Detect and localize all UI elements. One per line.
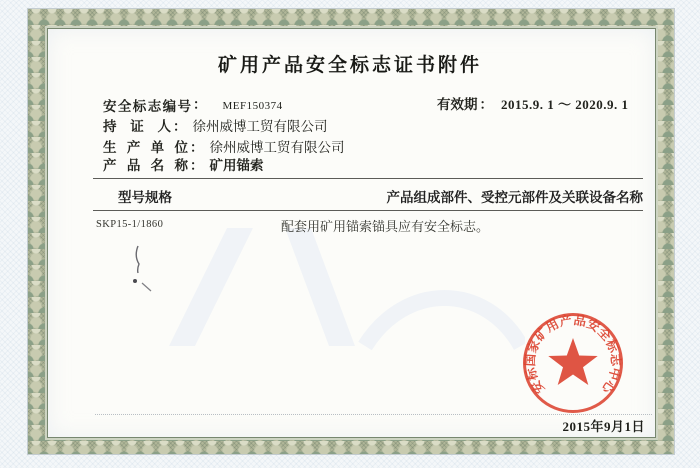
holder-row <box>103 119 328 134</box>
producer-value: 徐州威博工贸有限公司 <box>209 140 345 155</box>
producer-label: 生产单位 <box>103 140 188 155</box>
colon-separator: ： <box>173 119 187 134</box>
producer-row <box>103 140 345 155</box>
holder-label: 持证人 <box>103 119 171 134</box>
mark-number-label: 安全标志编号 <box>103 99 191 114</box>
colon-separator: ： <box>190 158 204 173</box>
components-note-cell: 配套用矿用锚索锚具应有安全标志。 <box>281 219 490 234</box>
holder-value: 徐州威博工贸有限公司 <box>192 119 328 134</box>
ink-smudge <box>122 243 158 295</box>
model-header: 型号规格 <box>118 190 172 205</box>
product-name-value: 矿用锚索 <box>209 158 264 173</box>
colon-separator: ： <box>479 97 493 112</box>
watermark <box>165 222 525 352</box>
official-seal <box>503 292 643 432</box>
certificate-title: 矿用产品安全标志证书附件 <box>217 55 482 76</box>
components-header: 产品组成部件、受控元部件及关联设备名称 <box>386 190 643 205</box>
product-name-label: 产品名称 <box>103 158 188 173</box>
table-rule-header <box>93 210 643 211</box>
seal-star-icon <box>548 338 597 385</box>
colon-separator: ： <box>193 97 207 112</box>
colon-separator: ： <box>190 140 204 155</box>
mark-number-row <box>103 97 283 114</box>
validity-label: 有效期 <box>437 97 478 112</box>
table-rule-top <box>93 178 643 179</box>
validity-value: 2015.9. 1 ～ 2020.9. 1 <box>501 97 629 112</box>
product-name-row <box>103 158 264 173</box>
mark-number-value: MEF150374 <box>222 100 283 112</box>
issue-date: 2015年9月1日 <box>562 419 645 434</box>
model-cell: SKP15-1/1860 <box>96 219 164 230</box>
seal-text: 安标国家矿用产品安全标志中心 <box>523 313 623 397</box>
validity-row <box>437 97 629 112</box>
